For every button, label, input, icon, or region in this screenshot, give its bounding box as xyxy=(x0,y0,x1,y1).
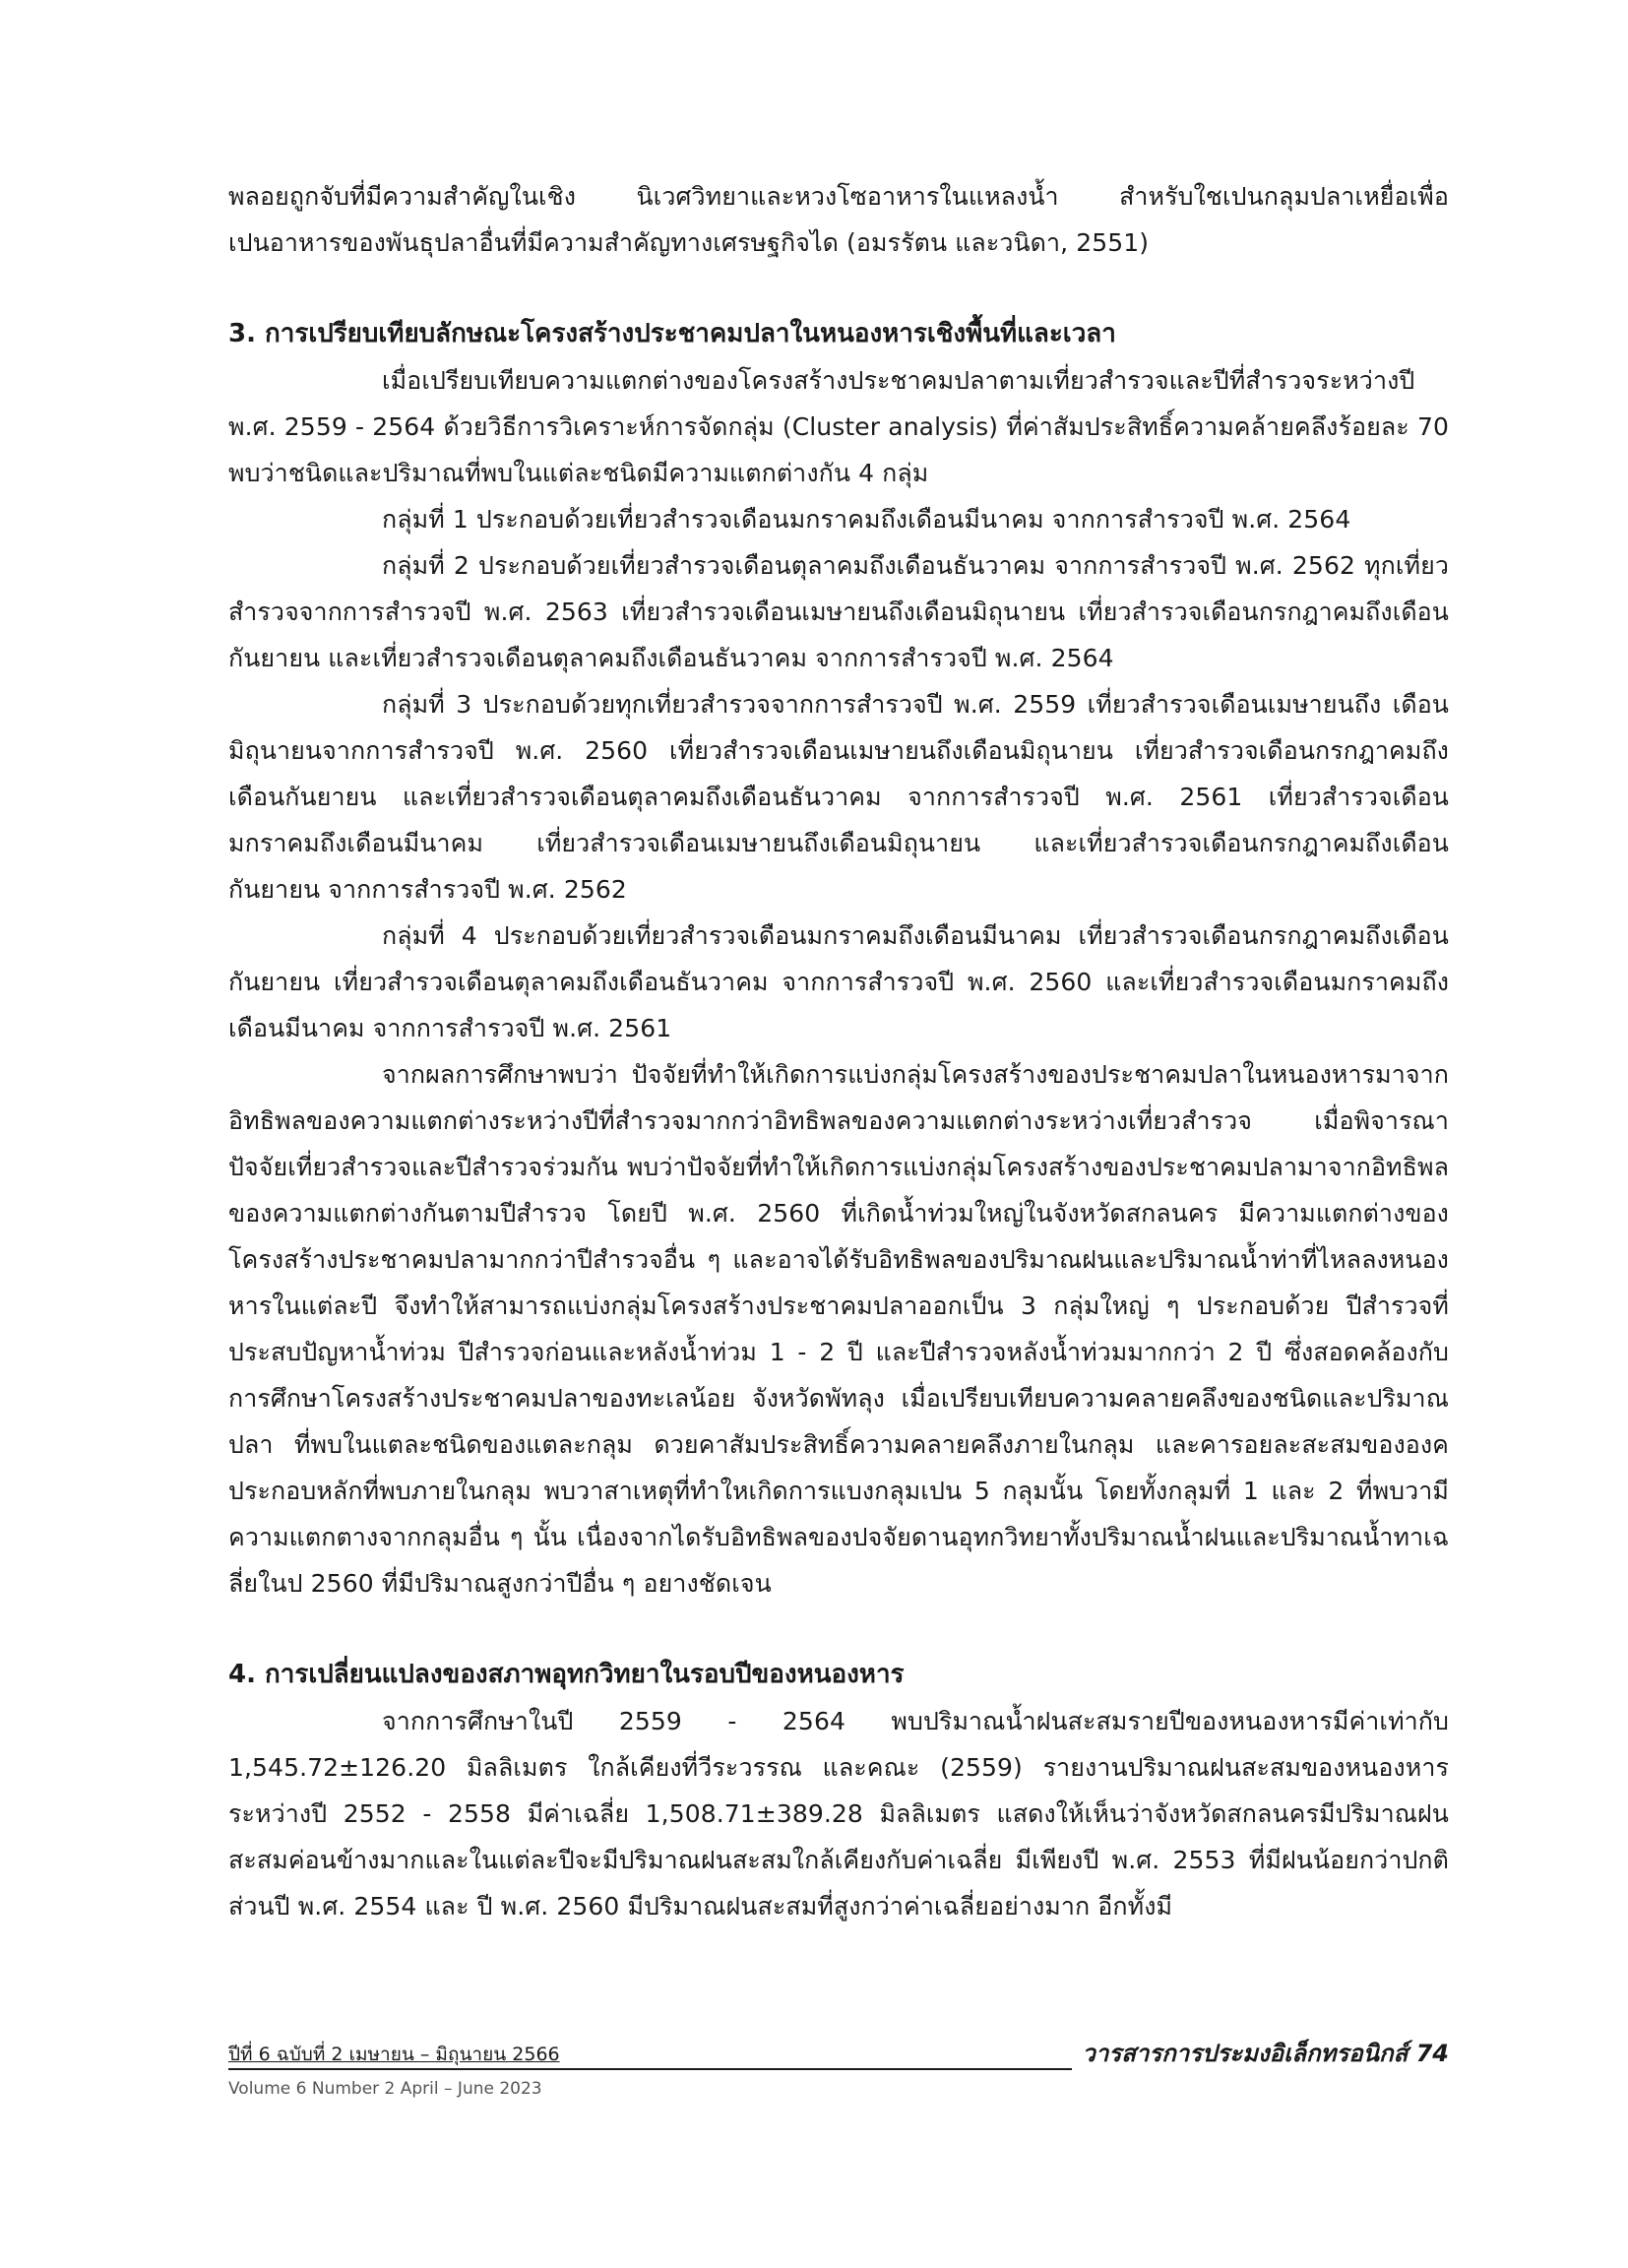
footer-issue-english: Volume 6 Number 2 April – June 2023 xyxy=(228,2079,542,2099)
footer-journal-page: วารสารการประมงอิเล็กทรอนิกส์ 74 xyxy=(1072,2034,1449,2072)
paragraph-group-3: กลุ่มที่ 3 ประกอบด้วยทุกเที่ยวสำรวจจากการสำรวจปี พ.ศ. 2559 เที่ยวสำรวจเดือนเมษายนถึง เดือนมิถุนายนจากการสำรวจปี พ.ศ. 2560 เที่ยวสำรวจเดือนเมษายนถึงเดือนมิถุนายน เที่ยวสำรวจเดือนกรกฎาคมถึงเดือนกันยายน และเที่ยวสำรวจเดือนตุลาคมถึงเดือนธันวาคม จากการสำรวจปี พ.ศ. 2561 เที่ยวสำรวจเดือนมกราคมถึงเดือนมีนาคม เที่ยวสำรวจเดือนเมษายนถึงเดือนมิถุนายน และเที่ยวสำรวจเดือนกรกฎาคมถึงเดือนกันยายน จากการสำรวจปี พ.ศ. 2562 xyxy=(228,690,1449,904)
paragraph-continuation-line1: พลอยถูกจับที่มีความสำคัญในเชิง นิเวศวิทยาและหวงโซอาหารในแหลงน้ำ สำหรับใชเปนกลุมปลาเหยื่อเพื่อ xyxy=(228,182,1449,211)
footer-issue-thai: ปีที่ 6 ฉบับที่ 2 เมษายน – มิถุนายน 2566 xyxy=(228,2044,560,2065)
paragraph-hydrology: จากการศึกษาในปี 2559 - 2564 พบปริมาณน้ำฝนสะสมรายปีของหนองหารมีค่าเท่ากับ 1,545.72±126.20 มิลลิเมตร ใกล้เคียงที่วีระวรรณ และคณะ (2559) รายงานปริมาณฝนสะสมของหนองหารระหว่างปี 2552 - 2558 มีค่าเฉลี่ย 1,508.71±389.28 มิลลิเมตร แสดงให้เห็นว่าจังหวัดสกลนครมีปริมาณฝนสะสมค่อนข้างมากและในแต่ละปีจะมีปริมาณฝนสะสมใกล้เคียงกับค่าเฉลี่ย มีเพียงปี พ.ศ. 2553 ที่มีฝนน้อยกว่าปกติ ส่วนปี พ.ศ. 2554 และ ปี พ.ศ. 2560 มีปริมาณฝนสะสมที่สูงกว่าค่าเฉลี่ยอย่างมาก อีกทั้งมี xyxy=(228,1707,1449,1921)
paragraph-group-2: กลุ่มที่ 2 ประกอบด้วยเที่ยวสำรวจเดือนตุลาคมถึงเดือนธันวาคม จากการสำรวจปี พ.ศ. 2562 ทุกเที่ยวสำรวจจากการสำรวจปี พ.ศ. 2563 เที่ยวสำรวจเดือนเมษายนถึงเดือนมิถุนายน เที่ยวสำรวจเดือนกรกฎาคมถึงเดือนกันยายน และเที่ยวสำรวจเดือนตุลาคมถึงเดือนธันวาคม จากการสำรวจปี พ.ศ. 2564 xyxy=(228,551,1449,672)
section-heading-3: 3. การเปรียบเทียบลักษณะโครงสร้างประชาคมปลาในหนองหารเชิงพื้นที่และเวลา xyxy=(228,319,1116,348)
spacer xyxy=(228,1606,1449,1652)
paragraph-continuation-line2: เปนอาหารของพันธุปลาอื่นที่มีความสำคัญทางเศรษฐกิจได (อมรรัตน และวนิดา, 2551) xyxy=(228,228,1150,257)
spacer xyxy=(228,266,1449,311)
paragraph-group-1: กลุ่มที่ 1 ประกอบด้วยเที่ยวสำรวจเดือนมกราคมถึงเดือนมีนาคม จากการสำรวจปี พ.ศ. 2564 xyxy=(382,505,1351,534)
section-heading-4: 4. การเปลี่ยนแปลงของสภาพอุทกวิทยาในรอบปีของหนองหาร xyxy=(228,1660,905,1689)
body-text xyxy=(228,173,1449,1929)
paragraph-results: จากผลการศึกษาพบว่า ปัจจัยที่ทำให้เกิดการแบ่งกลุ่มโครงสร้างของประชาคมปลาในหนองหารมาจากอิทธิพลของความแตกต่างระหว่างปีที่สำรวจมากกว่าอิทธิพลของความแตกต่างระหว่างเที่ยวสำรวจ เมื่อพิจารณาปัจจัยเที่ยวสำรวจและปีสำรวจร่วมกัน พบว่าปัจจัยที่ทำให้เกิดการแบ่งกลุ่มโครงสร้างของประชาคมปลามาจากอิทธิพลของความแตกต่างกันตามปีสำรวจ โดยปี พ.ศ. 2560 ที่เกิดน้ำท่วมใหญ่ในจังหวัดสกลนคร มีความแตกต่างของโครงสร้างประชาคมปลามากกว่าปีสำรวจอื่น ๆ และอาจได้รับอิทธิพลของปริมาณฝนและปริมาณน้ำท่าที่ไหลลงหนองหารในแต่ละปี จึงทำให้สามารถแบ่งกลุ่มโครงสร้างประชาคมปลาออกเป็น 3 กลุ่มใหญ่ ๆ ประกอบด้วย ปีสำรวจที่ประสบปัญหาน้ำท่วม ปีสำรวจก่อนและหลังน้ำท่วม 1 - 2 ปี และปีสำรวจหลังน้ำท่วมมากกว่า 2 ปี ซึ่งสอดคล้องกับการศึกษาโครงสร้างประชาคมปลาของทะเลน้อย จังหวัดพัทลุง เมื่อเปรียบเทียบความคลายคลึงของชนิดและปริมาณปลา ที่พบในแตละชนิดของแตละกลุม ดวยคาสัมประสิทธิ์ความคลายคลึงภายในกลุม และคารอยละสะสมขององคประกอบหลักที่พบภายในกลุม พบวาสาเหตุที่ทำใหเกิดการแบงกลุมเปน 5 กลุมนั้น โดยทั้งกลุมที่ 1 และ 2 ที่พบวามีความแตกตางจากกลุมอื่น ๆ นั้น เนื่องจากไดรับอิทธิพลของปจจัยดานอุทกวิทยาทั้งปริมาณน้ำฝนและปริมาณน้ำทาเฉลี่ยในป 2560 ที่มีปริมาณสูงกว่าปีอื่น ๆ อยางชัดเจน xyxy=(228,1060,1449,1598)
paragraph-group-4: กลุ่มที่ 4 ประกอบด้วยเที่ยวสำรวจเดือนมกราคมถึงเดือนมีนาคม เที่ยวสำรวจเดือนกรกฎาคมถึงเดือนกันยายน เที่ยวสำรวจเดือนตุลาคมถึงเดือนธันวาคม จากการสำรวจปี พ.ศ. 2560 และเที่ยวสำรวจเดือนมกราคมถึงเดือนมีนาคม จากการสำรวจปี พ.ศ. 2561 xyxy=(228,921,1449,1042)
paragraph-cluster-intro: เมื่อเปรียบเทียบความแตกต่างของโครงสร้างประชาคมปลาตามเที่ยวสำรวจและปีที่สำรวจระหว่างปี พ.ศ. 2559 - 2564 ด้วยวิธีการวิเคราะห์การจัดกลุ่ม (Cluster analysis) ที่ค่าสัมประสิทธิ์ความคล้ายคลึงร้อยละ 70 พบว่าชนิดและปริมาณที่พบในแต่ละชนิดมีความแตกต่างกัน 4 กลุ่ม xyxy=(228,366,1449,487)
